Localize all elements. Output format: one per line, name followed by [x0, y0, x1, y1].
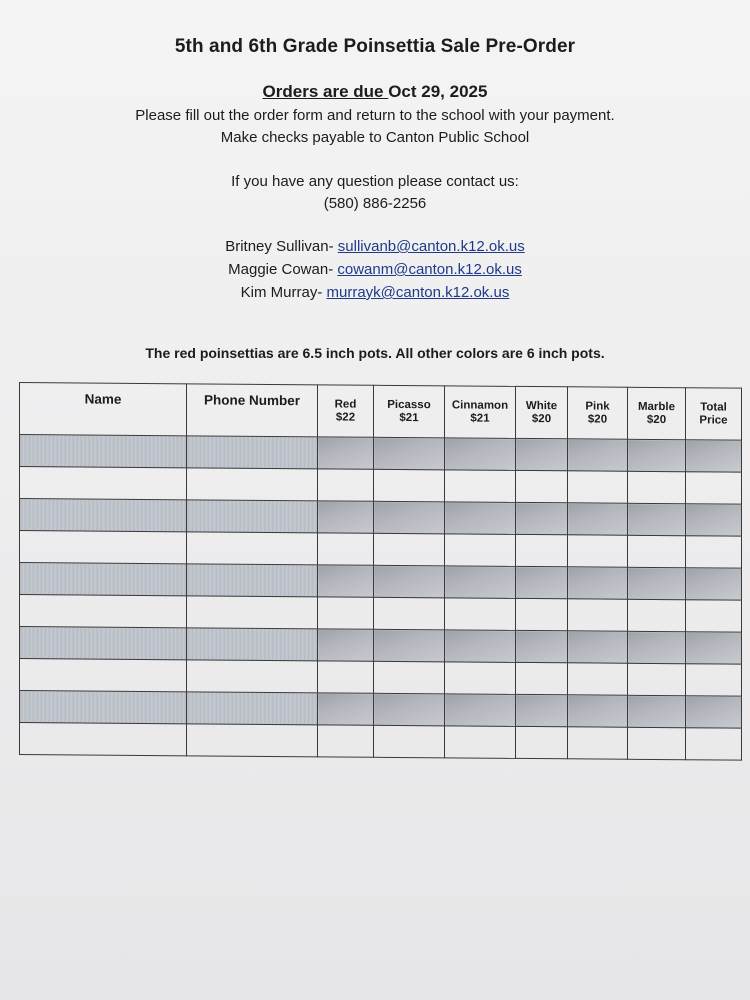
cinnamon-qty-cell[interactable]	[445, 694, 516, 727]
total-price-cell[interactable]	[686, 568, 742, 600]
pink-qty-cell[interactable]	[568, 631, 628, 663]
cinnamon-qty-cell[interactable]	[445, 598, 516, 631]
phone-cell[interactable]	[187, 596, 318, 629]
total-price-cell[interactable]	[686, 504, 742, 536]
total-price-cell[interactable]	[686, 696, 742, 728]
due-label: Orders are due	[262, 82, 389, 101]
cinnamon-qty-cell[interactable]	[445, 566, 516, 599]
picasso-qty-cell[interactable]	[374, 597, 445, 630]
order-table-wrapper	[19, 382, 741, 755]
pink-qty-cell[interactable]	[568, 695, 628, 727]
phone-cell[interactable]	[187, 564, 318, 597]
column-header-cinnamon: Cinnamon $21	[445, 386, 516, 439]
cinnamon-qty-cell[interactable]	[445, 726, 516, 759]
cinnamon-qty-cell[interactable]	[445, 438, 516, 471]
picasso-qty-cell[interactable]	[374, 565, 445, 598]
white-qty-cell[interactable]	[516, 598, 568, 630]
contact-email-link[interactable]: cowanm@canton.k12.ok.us	[337, 261, 522, 278]
pink-qty-cell[interactable]	[568, 503, 628, 535]
column-header-phone: Phone Number	[187, 384, 318, 437]
marble-qty-cell[interactable]	[628, 567, 686, 599]
pink-qty-cell[interactable]	[568, 471, 628, 503]
marble-qty-cell[interactable]	[628, 439, 686, 471]
page-title: 5th and 6th Grade Poinsettia Sale Pre-Order	[174, 36, 576, 57]
marble-qty-cell[interactable]	[628, 503, 686, 535]
name-cell[interactable]	[20, 691, 187, 724]
red-qty-cell[interactable]	[318, 533, 374, 565]
white-qty-cell[interactable]	[516, 502, 568, 534]
red-qty-cell[interactable]	[318, 597, 374, 629]
white-qty-cell[interactable]	[516, 662, 568, 694]
pink-qty-cell[interactable]	[568, 439, 628, 471]
phone-cell[interactable]	[187, 724, 318, 757]
name-cell[interactable]	[20, 595, 187, 628]
contact-line	[0, 284, 750, 301]
contact-email-link[interactable]: murrayk@canton.k12.ok.us	[326, 284, 510, 301]
cinnamon-qty-cell[interactable]	[445, 502, 516, 535]
picasso-qty-cell[interactable]	[374, 725, 445, 758]
pink-qty-cell[interactable]	[568, 599, 628, 631]
name-cell[interactable]	[20, 499, 187, 532]
total-price-cell[interactable]	[686, 440, 742, 472]
name-cell[interactable]	[20, 627, 187, 660]
question-line: If you have any question please contact us:	[231, 173, 519, 190]
white-qty-cell[interactable]	[516, 566, 568, 598]
instructions-line-1: Please fill out the order form and return to the school with your payment.	[135, 107, 615, 124]
phone-cell[interactable]	[187, 468, 318, 501]
name-cell[interactable]	[20, 467, 187, 500]
red-qty-cell[interactable]	[318, 437, 374, 469]
white-qty-cell[interactable]	[516, 726, 568, 758]
total-price-cell[interactable]	[686, 664, 742, 696]
picasso-qty-cell[interactable]	[374, 469, 445, 502]
order-table-body	[20, 435, 742, 761]
contact-name: Britney Sullivan-	[225, 238, 338, 255]
cinnamon-qty-cell[interactable]	[445, 630, 516, 663]
marble-qty-cell[interactable]	[628, 535, 686, 567]
picasso-qty-cell[interactable]	[374, 501, 445, 534]
total-price-cell[interactable]	[686, 536, 742, 568]
pink-qty-cell[interactable]	[568, 727, 628, 759]
white-qty-cell[interactable]	[516, 694, 568, 726]
column-header-name: Name	[20, 383, 187, 436]
contact-name: Kim Murray-	[240, 284, 327, 301]
name-cell[interactable]	[20, 435, 187, 468]
total-price-cell[interactable]	[686, 728, 742, 760]
marble-qty-cell[interactable]	[628, 663, 686, 695]
marble-qty-cell[interactable]	[628, 599, 686, 631]
phone-cell[interactable]	[187, 660, 318, 693]
instructions-line-2: Make checks payable to Canton Public School	[220, 129, 530, 146]
name-cell[interactable]	[20, 563, 187, 596]
total-price-cell[interactable]	[686, 600, 742, 632]
red-qty-cell[interactable]	[318, 693, 374, 725]
marble-qty-cell[interactable]	[628, 727, 686, 759]
total-price-cell[interactable]	[686, 472, 742, 504]
contact-line	[0, 261, 750, 278]
red-qty-cell[interactable]	[318, 565, 374, 597]
picasso-qty-cell[interactable]	[374, 533, 445, 566]
column-header-white: White $20	[516, 386, 568, 438]
contact-name: Maggie Cowan-	[228, 261, 338, 278]
red-qty-cell[interactable]	[318, 629, 374, 661]
column-header-picasso: Picasso $21	[374, 385, 445, 438]
pot-size-note: The red poinsettias are 6.5 inch pots. All other colors are 6 inch pots.	[145, 345, 605, 361]
phone-cell[interactable]	[187, 500, 318, 533]
column-header-total: Total Price	[686, 388, 742, 440]
cinnamon-qty-cell[interactable]	[445, 662, 516, 695]
cinnamon-qty-cell[interactable]	[445, 534, 516, 567]
picasso-qty-cell[interactable]	[374, 693, 445, 726]
column-header-pink: Pink $20	[568, 387, 628, 439]
order-table	[19, 382, 742, 761]
due-date-line	[0, 82, 750, 102]
name-cell[interactable]	[20, 723, 187, 756]
red-qty-cell[interactable]	[318, 661, 374, 693]
pink-qty-cell[interactable]	[568, 663, 628, 695]
cinnamon-qty-cell[interactable]	[445, 470, 516, 503]
red-qty-cell[interactable]	[318, 469, 374, 501]
white-qty-cell[interactable]	[516, 470, 568, 502]
phone-cell[interactable]	[187, 628, 318, 661]
table-row	[20, 723, 742, 761]
marble-qty-cell[interactable]	[628, 631, 686, 663]
marble-qty-cell[interactable]	[628, 471, 686, 503]
phone-cell[interactable]	[187, 532, 318, 565]
table-header-row	[20, 383, 742, 441]
phone-cell[interactable]	[187, 436, 318, 469]
pink-qty-cell[interactable]	[568, 567, 628, 599]
column-header-red: Red $22	[318, 385, 374, 437]
name-cell[interactable]	[20, 531, 187, 564]
marble-qty-cell[interactable]	[628, 695, 686, 727]
contact-phone: (580) 886-2256	[323, 195, 427, 212]
phone-cell[interactable]	[187, 692, 318, 725]
contact-line	[0, 238, 750, 255]
picasso-qty-cell[interactable]	[374, 437, 445, 470]
total-price-cell[interactable]	[686, 632, 742, 664]
red-qty-cell[interactable]	[318, 501, 374, 533]
white-qty-cell[interactable]	[516, 438, 568, 470]
white-qty-cell[interactable]	[516, 630, 568, 662]
picasso-qty-cell[interactable]	[374, 629, 445, 662]
picasso-qty-cell[interactable]	[374, 661, 445, 694]
due-date: Oct 29, 2025	[388, 82, 488, 101]
column-header-marble: Marble $20	[628, 387, 686, 439]
contact-email-link[interactable]: sullivanb@canton.k12.ok.us	[337, 238, 525, 255]
red-qty-cell[interactable]	[318, 725, 374, 757]
name-cell[interactable]	[20, 659, 187, 692]
pink-qty-cell[interactable]	[568, 535, 628, 567]
white-qty-cell[interactable]	[516, 534, 568, 566]
